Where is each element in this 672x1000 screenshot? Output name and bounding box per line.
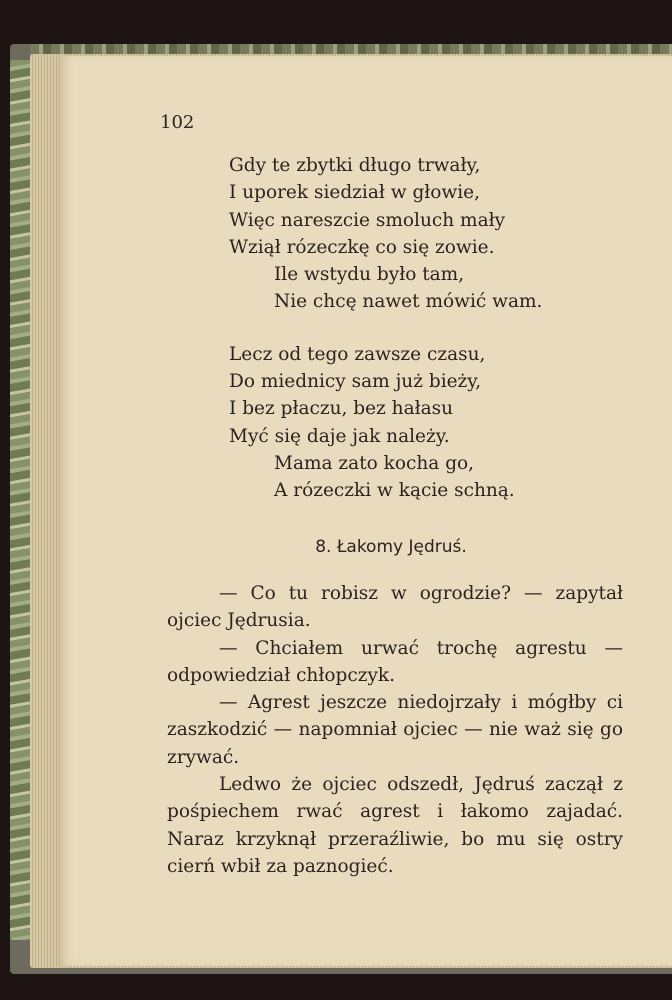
poem-stanza [229, 152, 649, 316]
poem-line: Więc nareszcie smoluch mały [229, 209, 506, 231]
poem-stanza [229, 341, 649, 505]
poem-line: Lecz od tego zawsze czasu, [229, 343, 486, 365]
poem-line: Do miednicy sam już bieży, [229, 371, 482, 393]
poem-line: Wziął rózeczkę co się zowie. [229, 236, 495, 258]
poem-line: Myć się daje jak należy. [229, 425, 450, 447]
poem-line: I uporek siedział w głowie, [229, 182, 481, 204]
poem-line: Ile wstydu było tam, [274, 264, 465, 286]
poem-line: Mama zato kocha go, [274, 452, 475, 474]
poem-line: A rózeczki w kącie schną. [274, 480, 515, 502]
paragraph: Ledwo że ojciec odszedł, Jędruś zaczął z pośpiechem rwać agrest i łakomo zajadać. Naraz krzyknął przeraźliwie, bo mu się ostry cierń wbił za paznogieć. [167, 774, 623, 877]
poem-line: Nie chcę nawet mówić wam. [274, 291, 543, 313]
poem-line: Gdy te zbytki długo trwały, [229, 155, 481, 176]
section-title: 8. Łakomy Jędruś. [315, 537, 467, 557]
poem-line: I bez płaczu, bez hałasu [229, 398, 454, 420]
poem [229, 152, 649, 505]
story-text [167, 580, 623, 880]
paragraph: — Co tu robisz w ogrodzie? — zapytał ojciec Jędrusia. [167, 583, 623, 632]
page-number: 102 [160, 112, 195, 133]
paragraph: — Agrest jeszcze niedojrzały i mógłby ci zaszkodzić — napomniał ojciec — nie waż się go zrywać. [167, 692, 623, 768]
paragraph: — Chciałem urwać trochę agrestu — odpowiedział chłopczyk. [167, 637, 623, 686]
